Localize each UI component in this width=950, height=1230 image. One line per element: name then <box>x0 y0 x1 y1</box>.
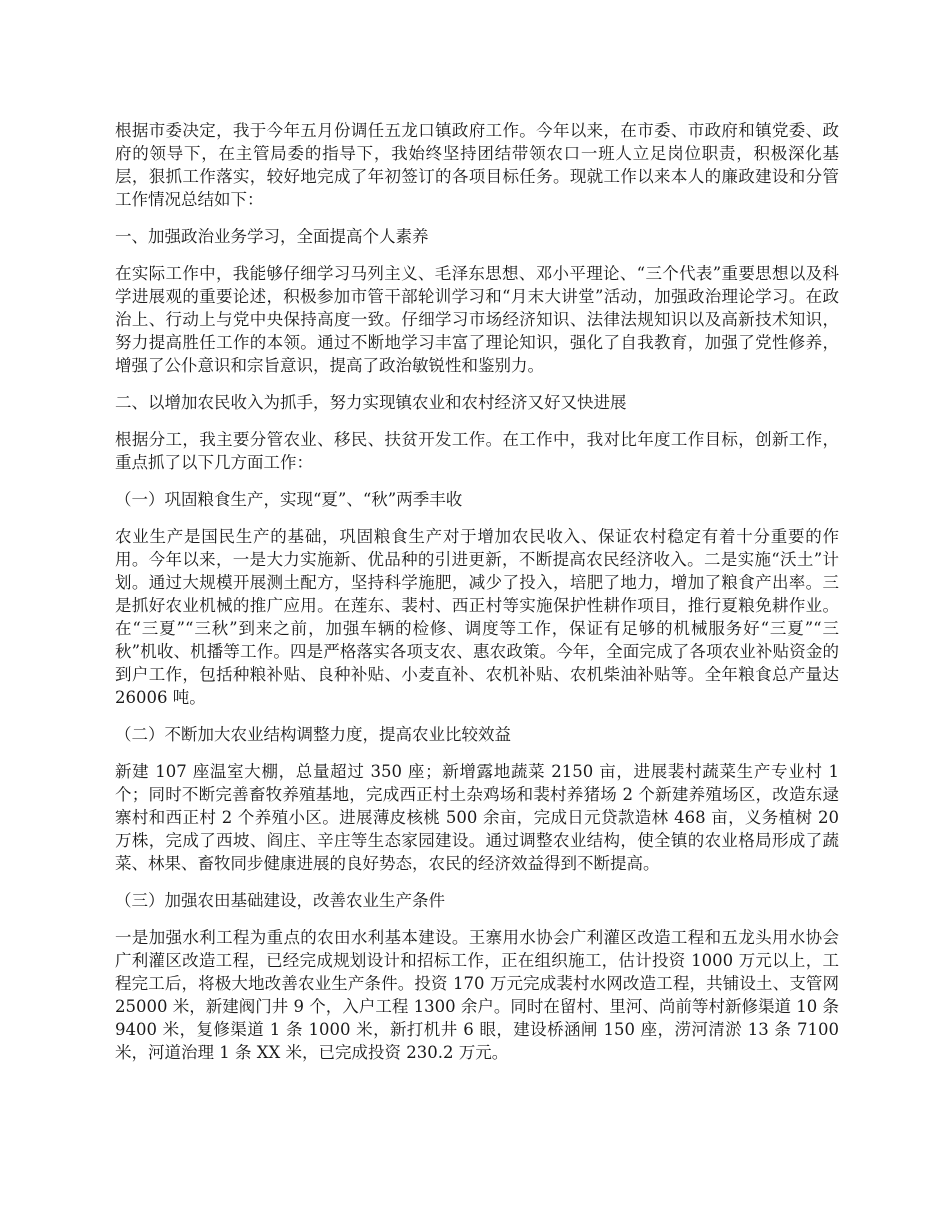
section-heading-2: 二、以增加农民收入为抓手，努力实现镇农业和农村经济又好又快进展 <box>115 393 627 412</box>
subsection-heading-1: （一）巩固粮食生产，实现“夏”、“秋”两季丰收 <box>115 490 463 509</box>
subsection-heading-2: （二）不断加大农业结构调整力度，提高农业比较效益 <box>115 725 511 744</box>
subsection-heading-3: （三）加强农田基础建设，改善农业生产条件 <box>115 891 445 910</box>
section-1-paragraph: 在实际工作中，我能够仔细学习马列主义、毛泽东思想、邓小平理论、“三个代表”重要思想以及科学进展观的重要论述，积极参加市管干部轮训学习和“月末大讲堂”活动，加强政治理论学习。在政治上、行动上与党中央保持高度一致。仔细学习市场经济知识、法律法规知识以及高新技术知识，努力提高胜任工作的本领。通过不断地学习丰富了理论知识，强化了自我教育，加强了党性修养，增强了公仆意识和宗旨意识，提高了政治敏锐性和鉴别力。 <box>115 264 839 375</box>
section-heading-1: 一、加强政治业务学习，全面提高个人素养 <box>115 227 429 246</box>
intro-paragraph: 根据市委决定，我于今年五月份调任五龙口镇政府工作。今年以来，在市委、市政府和镇党委、政府的领导下，在主管局委的指导下，我始终坚持团结带领农口一班人立足岗位职责，积极深化基层，狠抓工作落实，较好地完成了年初签订的各项目标任务。现就工作以来本人的廉政建设和分管工作情况总结如下： <box>115 121 839 209</box>
section-2-paragraph: 根据分工，我主要分管农业、移民、扶贫开发工作。在工作中，我对比年度工作目标，创新工作，重点抓了以下几方面工作： <box>115 430 839 472</box>
subsection-2-paragraph: 新建 107 座温室大棚，总量超过 350 座；新增露地蔬菜 2150 亩，进展裴村蔬菜生产专业村 1 个；同时不断完善畜牧养殖基地，完成西正村土杂鸡场和裴村养猪场 2 个新建养殖场区，改造东逯寨村和西正村 2 个养殖小区。进展薄皮核桃 500 余亩，完成日元贷款造林 468 亩，义务植树 20 万株，完成了西坡、阎庄、辛庄等生态家园建设。通过调整农业结构，使全镇的农业格局形成了蔬菜、林果、畜牧同步健康进展的良好势态，农民的经济效益得到不断提高。 <box>115 762 839 873</box>
subsection-3-paragraph: 一是加强水利工程为重点的农田水利基本建设。王寨用水协会广利灌区改造工程和五龙头用水协会广利灌区改造工程，已经完成规划设计和招标工作，正在组织施工，估计投资 1000 万元以上，工程完工后，将极大地改善农业生产条件。投资 170 万元完成裴村水网改造工程，共铺设土、支管网 25000 米，新建阀门井 9 个，入户工程 1300 余户。同时在留村、里河、尚前等村新修渠道 10 条 9400 米，复修渠道 1 条 1000 米，新打机井 6 眼，建设桥涵闸 150 座，涝河清淤 13 条 7100 米，河道治理 1 条 XX 米，已完成投资 230.2 万元。 <box>115 928 839 1062</box>
subsection-1-paragraph: 农业生产是国民生产的基础，巩固粮食生产对于增加农民收入、保证农村稳定有着十分重要的作用。今年以来，一是大力实施新、优品种的引进更新，不断提高农民经济收入。二是实施“沃土”计划。通过大规模开展测土配方，坚持科学施肥，减少了投入，培肥了地力，增加了粮食产出率。三是抓好农业机械的推广应用。在莲东、裴村、西正村等实施保护性耕作项目，推行夏粮免耕作业。在“三夏”“三秋”到来之前，加强车辆的检修、调度等工作，保证有足够的机械服务好“三夏”“三秋”机收、机播等工作。四是严格落实各项支农、惠农政策。今年，全面完成了各项农业补贴资金的到户工作，包括种粮补贴、良种补贴、小麦直补、农机补贴、农机柴油补贴等。全年粮食总产量达 26006 吨。 <box>115 527 839 707</box>
document-page <box>115 119 839 1078</box>
